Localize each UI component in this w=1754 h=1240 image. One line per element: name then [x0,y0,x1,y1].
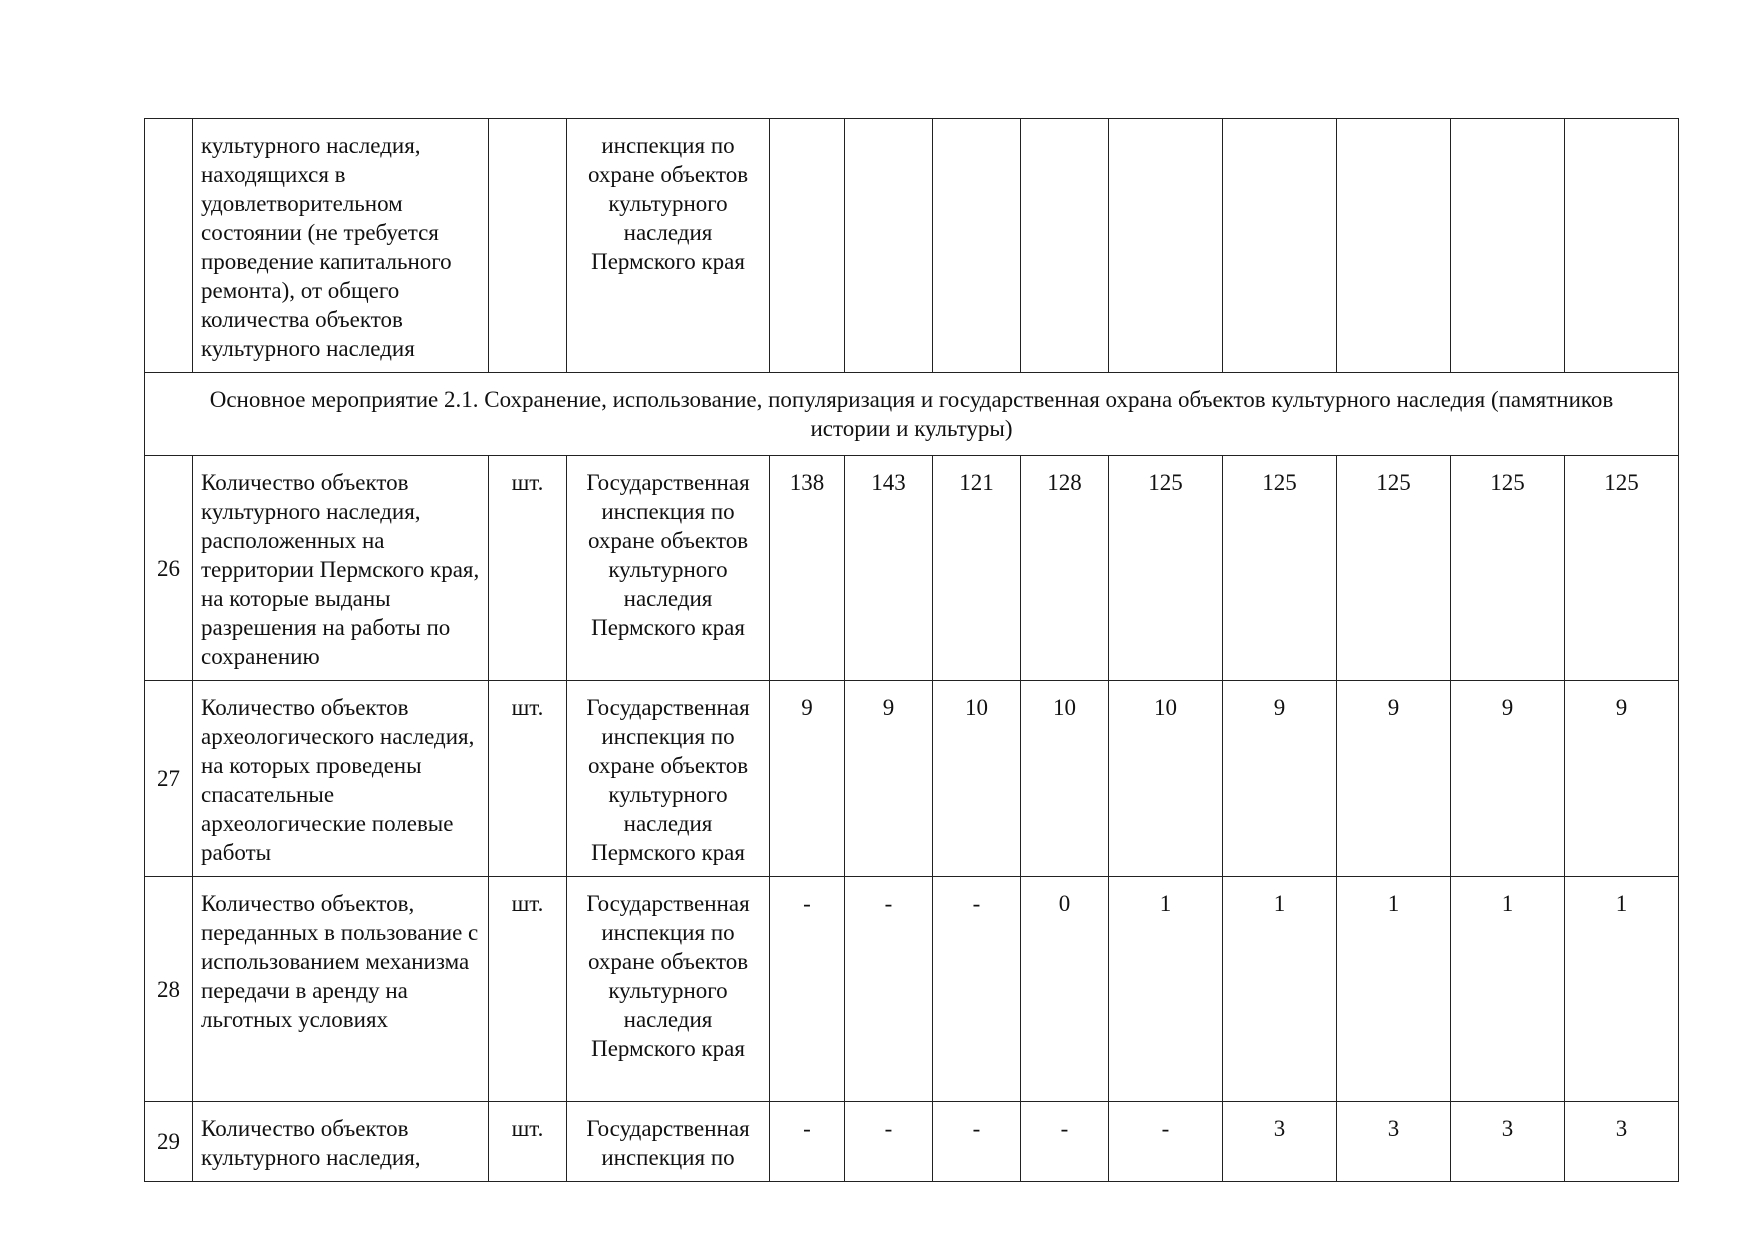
table-row [145,1102,1679,1182]
value-cell: - [1021,1102,1109,1182]
indicator-name: Количество объектов культурного наследия, [193,1102,489,1182]
value-cell: 125 [1565,456,1679,681]
value-cell: 143 [845,456,933,681]
unit-cell: шт. [489,681,567,877]
value-cell: 1 [1109,877,1223,1102]
value-cell: - [1109,1102,1223,1182]
unit-cell: шт. [489,456,567,681]
value-cell: 9 [1451,681,1565,877]
value-cell [1451,119,1565,373]
value-cell: - [770,877,845,1102]
value-cell: - [933,1102,1021,1182]
value-cell: 10 [1021,681,1109,877]
indicators-table [144,118,1679,1182]
value-cell: 0 [1021,877,1109,1102]
value-cell: - [845,877,933,1102]
indicator-name: культурного наследия, находящихся в удовлетворительном состоянии (не требуется проведение капитального ремонта), от общего количества объектов культурного наследия [193,119,489,373]
value-cell: - [933,877,1021,1102]
responsible-org: Государственная инспекция по [567,1102,770,1182]
responsible-org: инспекция по охране объектов культурного наследия Пермского края [567,119,770,373]
row-number: 26 [145,456,193,681]
value-cell: 1 [1337,877,1451,1102]
table-row [145,681,1679,877]
responsible-org: Государственная инспекция по охране объектов культурного наследия Пермского края [567,681,770,877]
row-number [145,119,193,373]
value-cell [1337,119,1451,373]
value-cell: 9 [845,681,933,877]
value-cell: 3 [1337,1102,1451,1182]
value-cell [845,119,933,373]
responsible-org: Государственная инспекция по охране объектов культурного наследия Пермского края [567,877,770,1102]
value-cell: 9 [1565,681,1679,877]
row-number: 27 [145,681,193,877]
value-cell: 138 [770,456,845,681]
indicator-name: Количество объектов, переданных в пользование с использованием механизма передачи в аренду на льготных условиях [193,877,489,1102]
value-cell: 125 [1109,456,1223,681]
table-row [145,119,1679,373]
value-cell [770,119,845,373]
value-cell: 9 [770,681,845,877]
unit-cell: шт. [489,877,567,1102]
value-cell: 121 [933,456,1021,681]
value-cell: 1 [1565,877,1679,1102]
table-row [145,877,1679,1102]
value-cell: - [845,1102,933,1182]
value-cell: 1 [1223,877,1337,1102]
value-cell: - [770,1102,845,1182]
value-cell: 3 [1451,1102,1565,1182]
value-cell: 125 [1223,456,1337,681]
value-cell [933,119,1021,373]
value-cell [1223,119,1337,373]
indicator-name: Количество объектов археологического наследия, на которых проведены спасательные археологические полевые работы [193,681,489,877]
value-cell: 3 [1223,1102,1337,1182]
value-cell: 9 [1223,681,1337,877]
value-cell: 128 [1021,456,1109,681]
value-cell: 9 [1337,681,1451,877]
value-cell [1021,119,1109,373]
unit-cell [489,119,567,373]
value-cell: 125 [1451,456,1565,681]
value-cell: 10 [933,681,1021,877]
value-cell: 1 [1451,877,1565,1102]
row-number: 29 [145,1102,193,1182]
value-cell: 3 [1565,1102,1679,1182]
value-cell: 125 [1337,456,1451,681]
value-cell [1565,119,1679,373]
value-cell [1109,119,1223,373]
section-row [145,373,1679,456]
responsible-org: Государственная инспекция по охране объектов культурного наследия Пермского края [567,456,770,681]
section-heading: Основное мероприятие 2.1. Сохранение, использование, популяризация и государственная охрана объектов культурного наследия (памятников истории и культуры) [145,373,1679,456]
unit-cell: шт. [489,1102,567,1182]
table-row [145,456,1679,681]
value-cell: 10 [1109,681,1223,877]
row-number: 28 [145,877,193,1102]
indicator-name: Количество объектов культурного наследия, расположенных на территории Пермского края, на которые выданы разрешения на работы по сохранению [193,456,489,681]
